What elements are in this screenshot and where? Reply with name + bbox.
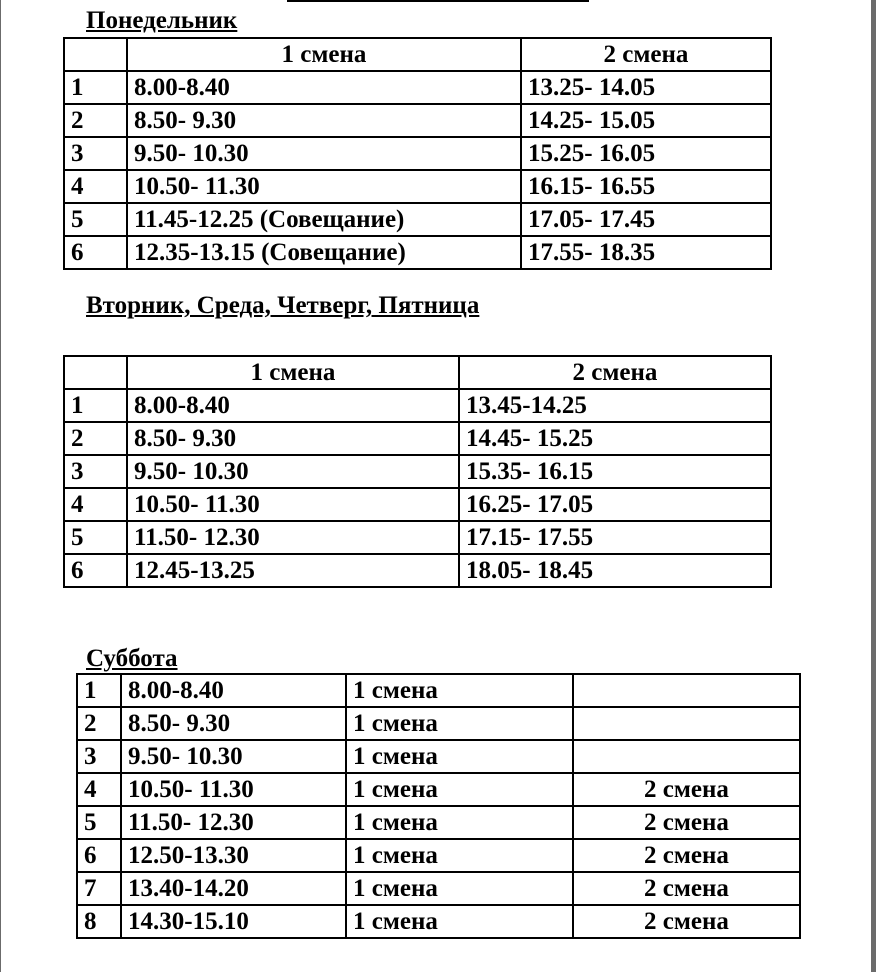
table-row	[77, 707, 800, 740]
table-row	[64, 137, 771, 170]
table-row	[64, 104, 771, 137]
table-row	[77, 773, 800, 806]
shift-1-time: 12.45-13.25	[127, 554, 459, 587]
shift-2-time: 17.15- 17.55	[459, 521, 771, 554]
lesson-number: 3	[64, 137, 127, 170]
shift-1-label: 1 смена	[346, 740, 573, 773]
lesson-time: 9.50- 10.30	[121, 740, 346, 773]
table-row	[64, 389, 771, 422]
table-header-row	[64, 356, 771, 389]
table-row	[64, 488, 771, 521]
lesson-number: 1	[64, 389, 127, 422]
shift-2-time: 17.55- 18.35	[521, 236, 771, 269]
lesson-number: 2	[64, 422, 127, 455]
shift-1-time: 8.00-8.40	[127, 71, 521, 104]
shift-1-label: 1 смена	[346, 674, 573, 707]
lesson-time: 13.40-14.20	[121, 872, 346, 905]
shift-2-time: 13.45-14.25	[459, 389, 771, 422]
shift-2-time: 17.05- 17.45	[521, 203, 771, 236]
shift-1-time: 10.50- 11.30	[127, 170, 521, 203]
table-row	[77, 806, 800, 839]
page-border-left	[0, 0, 1, 972]
header-number	[64, 38, 127, 71]
table-row	[77, 905, 800, 938]
weekdays-table	[63, 355, 772, 588]
table-row	[77, 740, 800, 773]
shift-2-time: 15.35- 16.15	[459, 455, 771, 488]
table-row	[77, 872, 800, 905]
shift-2-time: 18.05- 18.45	[459, 554, 771, 587]
lesson-time: 11.50- 12.30	[121, 806, 346, 839]
header-shift-1: 1 смена	[127, 356, 459, 389]
lesson-number: 7	[77, 872, 121, 905]
table-header-row	[64, 38, 771, 71]
page-border-right	[871, 0, 876, 972]
lesson-number: 2	[64, 104, 127, 137]
header-shift-2: 2 смена	[459, 356, 771, 389]
shift-1-label: 1 смена	[346, 806, 573, 839]
table-row	[64, 554, 771, 587]
table-row	[64, 71, 771, 104]
shift-2-label: 2 смена	[573, 905, 800, 938]
shift-1-label: 1 смена	[346, 707, 573, 740]
shift-1-label: 1 смена	[346, 905, 573, 938]
header-shift-1: 1 смена	[127, 38, 521, 71]
lesson-time: 10.50- 11.30	[121, 773, 346, 806]
shift-1-time: 8.50- 9.30	[127, 104, 521, 137]
shift-2-time: 13.25- 14.05	[521, 71, 771, 104]
table-row	[64, 203, 771, 236]
shift-2-label: 2 смена	[573, 773, 800, 806]
lesson-number: 5	[77, 806, 121, 839]
table-row	[64, 422, 771, 455]
table-row	[77, 674, 800, 707]
top-rule	[287, 0, 589, 2]
lesson-number: 2	[77, 707, 121, 740]
shift-2-time: 14.25- 15.05	[521, 104, 771, 137]
monday-heading: Понедельник	[86, 7, 238, 34]
saturday-heading: Суббота	[86, 645, 178, 672]
shift-1-time: 8.00-8.40	[127, 389, 459, 422]
shift-1-label: 1 смена	[346, 839, 573, 872]
shift-2-label: 2 смена	[573, 872, 800, 905]
shift-2-time: 14.45- 15.25	[459, 422, 771, 455]
header-shift-2: 2 смена	[521, 38, 771, 71]
shift-1-time: 10.50- 11.30	[127, 488, 459, 521]
shift-1-time: 9.50- 10.30	[127, 137, 521, 170]
table-row	[64, 170, 771, 203]
saturday-table	[76, 673, 801, 939]
header-number	[64, 356, 127, 389]
shift-2-time: 16.25- 17.05	[459, 488, 771, 521]
lesson-time: 12.50-13.30	[121, 839, 346, 872]
lesson-number: 1	[77, 674, 121, 707]
monday-table	[63, 37, 772, 270]
shift-2-label: 2 смена	[573, 806, 800, 839]
shift-2-label: 2 смена	[573, 839, 800, 872]
lesson-time: 8.00-8.40	[121, 674, 346, 707]
lesson-number: 6	[77, 839, 121, 872]
shift-1-time: 9.50- 10.30	[127, 455, 459, 488]
lesson-number: 6	[64, 554, 127, 587]
lesson-number: 4	[64, 488, 127, 521]
shift-2-label	[573, 674, 800, 707]
table-row	[64, 236, 771, 269]
shift-2-time: 16.15- 16.55	[521, 170, 771, 203]
shift-1-time: 12.35-13.15 (Совещание)	[127, 236, 521, 269]
shift-1-label: 1 смена	[346, 872, 573, 905]
lesson-number: 5	[64, 521, 127, 554]
shift-1-time: 11.45-12.25 (Совещание)	[127, 203, 521, 236]
table-row	[64, 455, 771, 488]
shift-1-label: 1 смена	[346, 773, 573, 806]
shift-1-time: 11.50- 12.30	[127, 521, 459, 554]
lesson-number: 3	[77, 740, 121, 773]
lesson-number: 4	[64, 170, 127, 203]
shift-1-time: 8.50- 9.30	[127, 422, 459, 455]
lesson-number: 8	[77, 905, 121, 938]
table-row	[64, 521, 771, 554]
lesson-number: 6	[64, 236, 127, 269]
shift-2-label	[573, 707, 800, 740]
shift-2-time: 15.25- 16.05	[521, 137, 771, 170]
weekdays-heading: Вторник, Среда, Четверг, Пятница	[86, 292, 480, 319]
lesson-number: 4	[77, 773, 121, 806]
lesson-time: 14.30-15.10	[121, 905, 346, 938]
shift-2-label	[573, 740, 800, 773]
lesson-number: 5	[64, 203, 127, 236]
lesson-time: 8.50- 9.30	[121, 707, 346, 740]
lesson-number: 1	[64, 71, 127, 104]
lesson-number: 3	[64, 455, 127, 488]
table-row	[77, 839, 800, 872]
